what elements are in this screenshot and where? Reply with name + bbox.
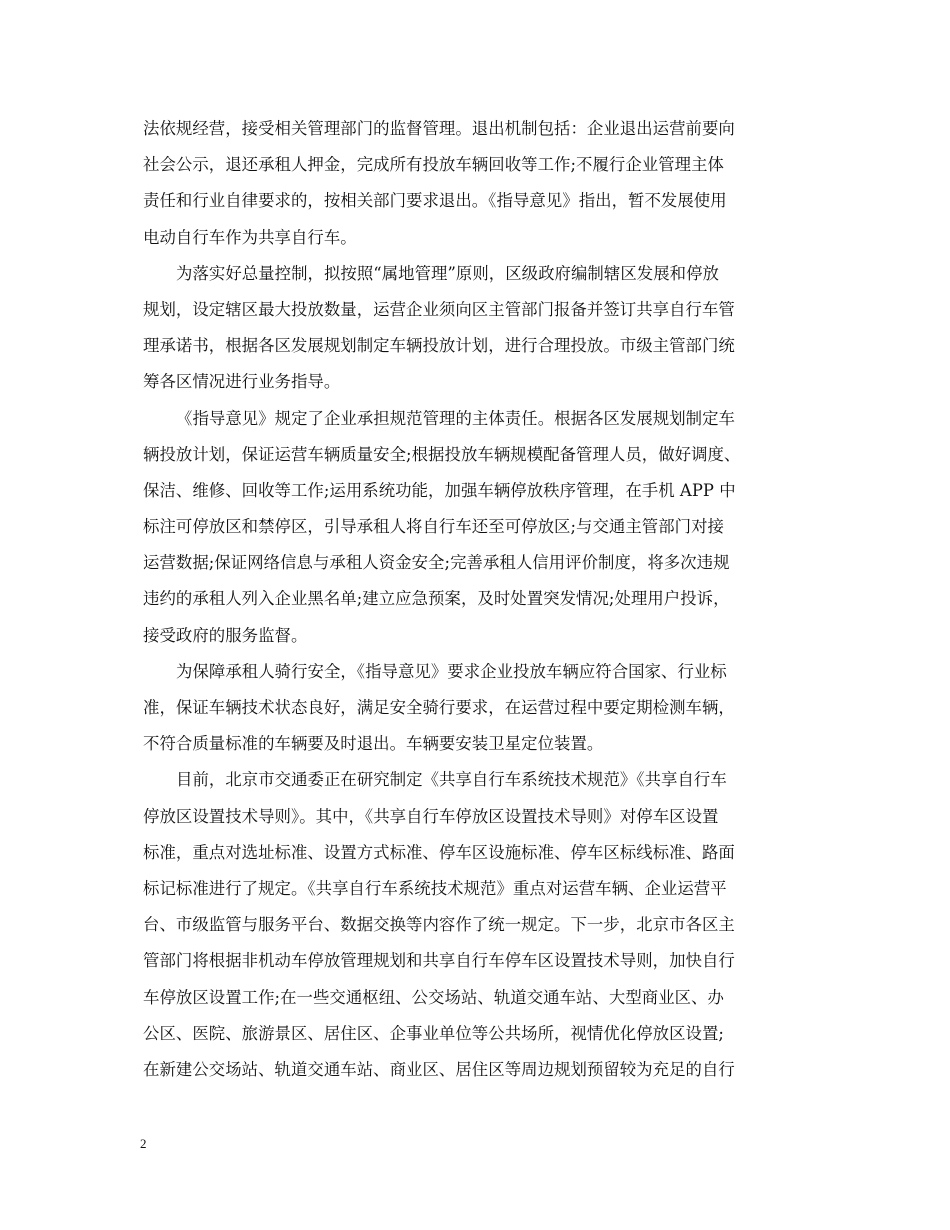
text-line: 规划，设定辖区最大投放数量，运营企业须向区主管部门报备并签订共享自行车管	[143, 299, 735, 319]
text-line: 运营数据;保证网络信息与承租人资金安全;完善承租人信用评价制度，将多次违规	[143, 553, 730, 573]
text-line: 不符合质量标准的车辆要及时退出。车辆要安装卫星定位装置。	[143, 734, 604, 754]
text-line: 标记标准进行了规定。《共享自行车系统技术规范》重点对运营车辆、企业运营平	[143, 878, 727, 898]
text-line: 社会公示，退还承租人押金，完成所有投放车辆回收等工作;不履行企业管理主体	[143, 155, 724, 175]
body-text	[143, 116, 843, 1093]
text-line: 准，保证车辆技术状态良好，满足安全骑行要求，在运营过程中要定期检测车辆，	[143, 698, 735, 717]
text-line: 在新建公交场站、轨道交通车站、商业区、居住区等周边规划预留较为充足的自行	[143, 1059, 735, 1079]
paragraph-first-line: 《指导意见》规定了企业承担规范管理的主体责任。根据各区发展规划制定车	[176, 408, 735, 428]
text-line: 台、市级监管与服务平台、数据交换等内容作了统一规定。下一步，北京市各区主	[143, 915, 735, 935]
text-line: 辆投放计划，保证运营车辆质量安全;根据投放车辆规模配备管理人员，做好调度、	[143, 444, 741, 464]
paragraph-first-line: 为落实好总量控制，拟按照“属地管理”原则，区级政府编制辖区发展和停放	[176, 263, 719, 283]
text-line: 车停放区设置工作;在一些交通枢纽、公交场站、轨道交通车站、大型商业区、办	[143, 987, 724, 1007]
text-line: 标注可停放区和禁停区，引导承租人将自行车还至可停放区;与交通主管部门对接	[143, 517, 724, 537]
text-line: 理承诺书，根据各区发展规划制定车辆投放计划，进行合理投放。市级主管部门统	[143, 336, 735, 356]
text-line: 接受政府的服务监督。	[143, 625, 308, 645]
text-line: 责任和行业自律要求的，按相关部门要求退出。《指导意见》指出，暂不发展使用	[143, 191, 727, 211]
text-line: 筹各区情况进行业务指导。	[143, 372, 341, 392]
text-line: 法依规经营，接受相关管理部门的监督管理。退出机制包括：企业退出运营前要向	[143, 119, 735, 138]
text-line: 违约的承租人列入企业黑名单;建立应急预案，及时处置突发情况;处理用户投诉，	[143, 589, 730, 609]
paragraph-first-line: 目前，北京市交通委正在研究制定《共享自行车系统技术规范》《共享自行车	[176, 770, 727, 790]
text-line: 停放区设置技术导则》。其中，《共享自行车停放区设置技术导则》对停车区设置	[143, 806, 719, 826]
text-line: 管部门将根据非机动车停放管理规划和共享自行车停车区设置技术导则，加快自行	[143, 951, 735, 971]
text-line: 标准，重点对选址标准、设置方式标准、停车区设施标准、停车区标线标准、路面	[143, 842, 735, 862]
text-line: 电动自行车作为共享自行车。	[143, 227, 357, 247]
page-number: 2	[140, 1136, 147, 1151]
paragraph-first-line: 为保障承租人骑行安全，《指导意见》要求企业投放车辆应符合国家、行业标	[176, 661, 727, 681]
text-line: 公区、医院、旅游景区、居住区、企事业单位等公共场所，视情优化停放区设置;	[143, 1023, 724, 1043]
text-line: 保洁、维修、回收等工作;运用系统功能，加强车辆停放秩序管理，在手机 APP 中	[143, 480, 736, 500]
